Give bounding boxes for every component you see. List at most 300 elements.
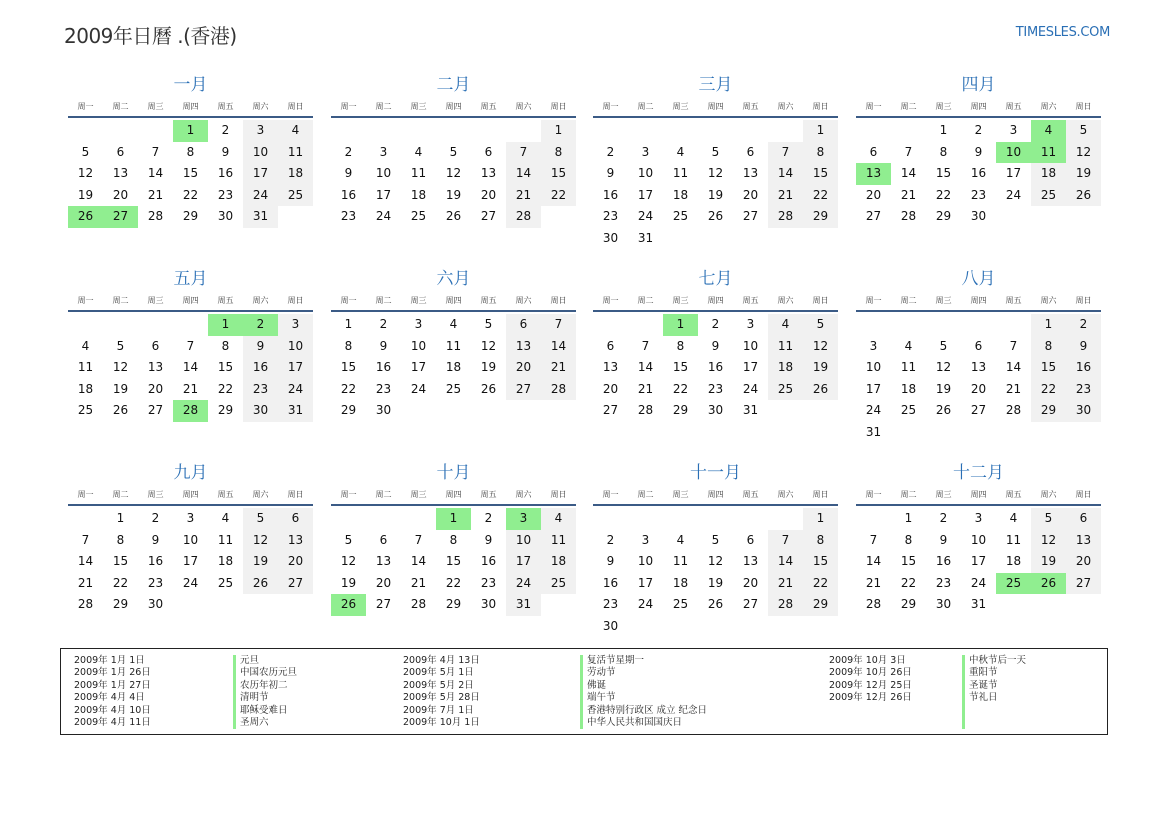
day-cell: 28 [637,403,654,418]
legend-entry: 节礼日 [969,692,998,704]
month-name: 九月 [173,463,208,483]
legend-entry: 2009年 5月 2日 [403,679,474,691]
day-cell: 22 [803,573,838,595]
day-cell: 11 [672,554,689,569]
legend-entry: 元旦 [240,655,260,666]
legend-entry: 2009年 10月 1日 [403,717,480,729]
day-cell: 12 [77,166,94,181]
day-cell: 5 [116,338,125,353]
day-cell: 7 [186,338,195,353]
legend-entry: 端午节 [587,692,616,704]
month-name: 八月 [961,269,996,289]
weekday-label: 周五 [217,296,234,305]
day-cell: 5 [711,144,720,159]
weekday-label: 周四 [970,490,987,499]
day-cell: 6 [974,338,983,353]
weekday-label: 周四 [707,296,724,305]
weekday-header [856,97,1101,118]
legend-dates-col-1 [74,655,151,729]
day-cell: 13 [278,530,313,552]
day-cell: 31 [243,206,278,228]
day-cell: 24 [410,381,427,396]
day-cell: 3 [186,511,195,525]
legend-entry: 2009年 12月 25日 [829,679,912,691]
day-cell: 22 [541,185,576,207]
day-grid [331,118,576,228]
day-cell: 5 [1031,508,1066,530]
day-cell: 23 [243,379,278,401]
day-cell: 10 [182,532,199,547]
day-cell: 17 [865,381,882,396]
day-cell: 18 [541,551,576,573]
weekday-label: 周三 [410,490,427,499]
brand-logo-text[interactable]: TIMESLES.COM [1015,25,1110,40]
day-cell: 12 [1066,142,1101,164]
day-cell: 15 [900,554,917,569]
holiday-day-cell: 13 [856,163,891,185]
day-cell: 14 [410,554,427,569]
weekday-label: 周五 [1005,296,1022,305]
day-cell: 25 [541,573,576,595]
weekday-header [856,291,1101,312]
legend-entry: 中国农历元旦 [240,667,298,679]
month-5 [68,267,313,422]
day-cell: 13 [480,166,497,181]
day-cell: 18 [672,187,689,202]
day-cell: 11 [768,336,803,358]
weekday-label: 周五 [742,490,759,499]
day-cell: 22 [1031,379,1066,401]
empty-cell [698,508,733,530]
day-cell: 7 [81,532,90,547]
day-cell: 13 [1066,530,1101,552]
day-cell: 22 [182,187,199,202]
day-cell: 10 [637,166,654,181]
day-cell: 28 [506,206,541,228]
holiday-day-cell: 1 [208,314,243,336]
day-cell: 12 [340,554,357,569]
day-cell: 25 [672,597,689,612]
legend-dates-col-2 [403,655,480,729]
day-cell: 14 [637,360,654,375]
holiday-day-cell: 1 [436,508,471,530]
day-cell: 23 [217,187,234,202]
day-cell: 24 [1005,187,1022,202]
day-cell: 3 [641,144,650,159]
day-cell: 23 [970,187,987,202]
legend-entry: 香港特别行政区 成立 纪念日 [587,704,708,716]
day-cell: 11 [1005,532,1022,547]
day-cell: 25 [768,379,803,401]
weekday-label: 周日 [812,102,829,111]
weekday-label: 周日 [550,102,567,111]
day-cell: 18 [410,187,427,202]
day-cell: 15 [803,551,838,573]
day-cell: 2 [606,532,615,547]
holiday-day-cell: 26 [68,206,103,228]
day-cell: 16 [1066,357,1101,379]
day-cell: 19 [803,357,838,379]
empty-cell [401,120,436,142]
day-cell: 9 [939,532,948,547]
weekday-label: 周一 [340,296,357,305]
day-cell: 6 [746,532,755,547]
day-cell: 26 [803,379,838,401]
day-cell: 12 [445,166,462,181]
empty-cell [733,120,768,142]
day-cell: 31 [970,597,987,612]
day-cell: 20 [865,187,882,202]
day-cell: 18 [278,163,313,185]
day-cell: 17 [1005,166,1022,181]
day-cell: 14 [541,336,576,358]
legend-entry: 复活节星期一 [587,655,645,666]
day-grid [593,118,838,250]
weekday-label: 周六 [1040,296,1057,305]
day-cell: 7 [541,314,576,336]
empty-cell [768,120,803,142]
day-cell: 7 [904,144,913,159]
day-cell: 17 [182,554,199,569]
weekday-label: 周三 [410,296,427,305]
legend-names-col-2 [587,655,707,729]
month-12 [856,461,1101,616]
day-cell: 20 [1066,551,1101,573]
day-cell: 8 [939,144,948,159]
month-name: 四月 [961,75,996,95]
day-cell: 2 [974,123,983,137]
day-grid [331,506,576,616]
weekday-label: 周四 [970,296,987,305]
day-cell: 16 [707,360,724,375]
day-cell: 5 [449,144,458,159]
day-cell: 29 [900,597,917,612]
empty-cell [68,508,103,530]
day-cell: 9 [484,532,493,547]
day-cell: 4 [1009,511,1018,525]
empty-cell [593,508,628,530]
weekday-label: 周五 [1005,102,1022,111]
weekday-label: 周五 [217,490,234,499]
day-cell: 9 [606,166,615,181]
weekday-label: 周日 [287,490,304,499]
day-cell: 6 [151,338,160,353]
day-cell: 25 [672,209,689,224]
legend-dates-col-3 [829,655,912,705]
legend-entry: 2009年 4月 13日 [403,655,480,666]
day-cell: 13 [742,554,759,569]
empty-cell [926,314,961,336]
legend-entry: 农历年初二 [240,679,288,691]
day-cell: 31 [742,403,759,418]
day-cell: 17 [278,357,313,379]
day-cell: 26 [243,573,278,595]
day-cell: 5 [81,144,90,159]
day-cell: 3 [379,144,388,159]
day-cell: 8 [803,530,838,552]
weekday-label: 周二 [112,296,129,305]
weekday-label: 周日 [287,102,304,111]
day-cell: 12 [1031,530,1066,552]
weekday-header [593,97,838,118]
day-cell: 7 [641,338,650,353]
day-cell: 26 [1066,185,1101,207]
day-cell: 17 [742,360,759,375]
weekday-header [68,291,313,312]
day-cell: 17 [637,575,654,590]
day-cell: 20 [147,381,164,396]
day-cell: 15 [217,360,234,375]
empty-cell [768,508,803,530]
day-cell: 3 [1009,123,1018,137]
day-grid [68,118,313,228]
day-cell: 3 [278,314,313,336]
weekday-label: 周六 [777,296,794,305]
weekday-label: 周一 [602,102,619,111]
day-cell: 4 [81,338,90,353]
day-cell: 27 [742,209,759,224]
month-6 [331,267,576,422]
day-cell: 30 [243,400,278,422]
weekday-label: 周一 [865,102,882,111]
day-cell: 21 [77,575,94,590]
day-cell: 4 [904,338,913,353]
empty-cell [856,314,891,336]
day-cell: 16 [217,166,234,181]
day-cell: 2 [1066,314,1101,336]
day-cell: 16 [935,554,952,569]
holiday-day-cell: 27 [103,206,138,228]
legend-entry: 中秋节后一天 [969,655,1027,666]
empty-cell [593,314,628,336]
weekday-label: 周四 [445,102,462,111]
weekday-label: 周四 [707,102,724,111]
day-cell: 23 [707,381,724,396]
holiday-legend [60,648,1108,735]
day-cell: 4 [768,314,803,336]
month-name: 三月 [698,75,733,95]
day-cell: 28 [865,597,882,612]
day-cell: 4 [414,144,423,159]
day-cell: 25 [900,403,917,418]
day-cell: 9 [606,554,615,569]
weekday-label: 周四 [445,296,462,305]
day-cell: 25 [410,209,427,224]
day-cell: 23 [1066,379,1101,401]
day-cell: 20 [742,187,759,202]
weekday-label: 周二 [900,490,917,499]
day-cell: 4 [221,511,230,525]
day-cell: 25 [445,381,462,396]
day-cell: 2 [379,317,388,331]
month-name: 二月 [436,75,471,95]
month-4 [856,73,1101,228]
day-cell: 7 [768,142,803,164]
day-cell: 4 [278,120,313,142]
day-cell: 15 [1031,357,1066,379]
empty-cell [593,120,628,142]
day-cell: 10 [970,532,987,547]
day-cell: 28 [1005,403,1022,418]
day-cell: 3 [974,511,983,525]
day-cell: 31 [637,230,654,245]
weekday-label: 周一 [77,296,94,305]
day-grid [856,118,1101,228]
empty-cell [138,314,173,336]
day-cell: 7 [869,532,878,547]
holiday-day-cell: 4 [1031,120,1066,142]
weekday-header [331,97,576,118]
day-cell: 9 [221,144,230,159]
day-cell: 12 [707,166,724,181]
day-cell: 30 [970,209,987,224]
day-cell: 11 [672,166,689,181]
day-cell: 2 [711,317,720,331]
weekday-label: 周三 [147,296,164,305]
day-cell: 8 [541,142,576,164]
weekday-label: 周日 [550,490,567,499]
day-cell: 1 [344,317,353,331]
weekday-label: 周五 [480,296,497,305]
day-cell: 26 [445,209,462,224]
day-grid [68,506,313,616]
day-cell: 13 [147,360,164,375]
day-cell: 31 [865,424,882,439]
day-cell: 9 [711,338,720,353]
day-cell: 14 [77,554,94,569]
month-8 [856,267,1101,444]
weekday-label: 周二 [637,296,654,305]
day-cell: 11 [77,360,94,375]
weekday-label: 周一 [865,490,882,499]
day-cell: 21 [865,575,882,590]
day-cell: 17 [410,360,427,375]
month-9 [68,461,313,616]
day-cell: 1 [939,123,948,137]
day-cell: 8 [904,532,913,547]
day-cell: 26 [480,381,497,396]
day-cell: 3 [869,338,878,353]
legend-entry: 中华人民共和国国庆日 [587,717,683,729]
day-cell: 3 [641,532,650,547]
weekday-label: 周五 [480,490,497,499]
day-grid [593,506,838,638]
empty-cell [103,314,138,336]
empty-cell [996,314,1031,336]
month-name: 十月 [436,463,471,483]
day-cell: 24 [278,379,313,401]
day-cell: 19 [480,360,497,375]
day-cell: 11 [217,532,234,547]
legend-entry: 圣周六 [240,717,269,729]
day-cell: 22 [935,187,952,202]
day-cell: 10 [637,554,654,569]
day-cell: 30 [147,597,164,612]
month-name: 五月 [173,269,208,289]
day-cell: 12 [803,336,838,358]
day-cell: 17 [970,554,987,569]
weekday-label: 周三 [147,102,164,111]
day-cell: 16 [243,357,278,379]
weekday-label: 周日 [550,296,567,305]
day-cell: 6 [484,144,493,159]
day-cell: 1 [803,120,838,142]
day-cell: 4 [449,317,458,331]
day-cell: 16 [340,187,357,202]
day-cell: 28 [768,206,803,228]
day-cell: 5 [344,532,353,547]
weekday-label: 周五 [1005,490,1022,499]
day-cell: 30 [707,403,724,418]
day-cell: 21 [637,381,654,396]
weekday-label: 周二 [375,296,392,305]
weekday-label: 周二 [900,296,917,305]
empty-cell [663,508,698,530]
day-cell: 15 [935,166,952,181]
day-cell: 29 [340,403,357,418]
day-cell: 30 [935,597,952,612]
legend-entry: 佛诞 [587,679,607,691]
month-2 [331,73,576,228]
weekday-label: 周日 [812,296,829,305]
day-cell: 3 [243,120,278,142]
day-cell: 27 [602,403,619,418]
day-cell: 19 [340,575,357,590]
day-cell: 23 [375,381,392,396]
empty-cell [891,314,926,336]
empty-cell [103,120,138,142]
day-cell: 12 [112,360,129,375]
day-cell: 10 [278,336,313,358]
weekday-label: 周二 [112,490,129,499]
day-cell: 15 [672,360,689,375]
weekday-header [331,291,576,312]
day-cell: 1 [904,511,913,525]
day-cell: 14 [182,360,199,375]
day-cell: 6 [379,532,388,547]
day-cell: 21 [541,357,576,379]
weekday-label: 周四 [707,490,724,499]
day-cell: 27 [742,597,759,612]
empty-cell [698,120,733,142]
legend-entry: 2009年 5月 1日 [403,667,474,679]
day-cell: 20 [506,357,541,379]
day-cell: 6 [1066,508,1101,530]
legend-marker-bar [580,655,583,729]
weekday-label: 周三 [672,296,689,305]
day-cell: 28 [768,594,803,616]
empty-cell [856,508,891,530]
weekday-label: 周六 [252,296,269,305]
legend-entry: 清明节 [240,692,269,704]
day-cell: 6 [506,314,541,336]
day-cell: 15 [803,163,838,185]
day-cell: 18 [672,575,689,590]
weekday-label: 周三 [935,296,952,305]
legend-entry: 2009年 5月 28日 [403,692,480,704]
day-cell: 24 [970,575,987,590]
day-cell: 22 [900,575,917,590]
weekday-header [593,485,838,506]
weekday-label: 周一 [77,490,94,499]
day-cell: 13 [112,166,129,181]
day-cell: 20 [742,575,759,590]
day-cell: 25 [77,403,94,418]
day-cell: 7 [1009,338,1018,353]
day-cell: 19 [77,187,94,202]
day-cell: 16 [375,360,392,375]
day-cell: 29 [803,206,838,228]
